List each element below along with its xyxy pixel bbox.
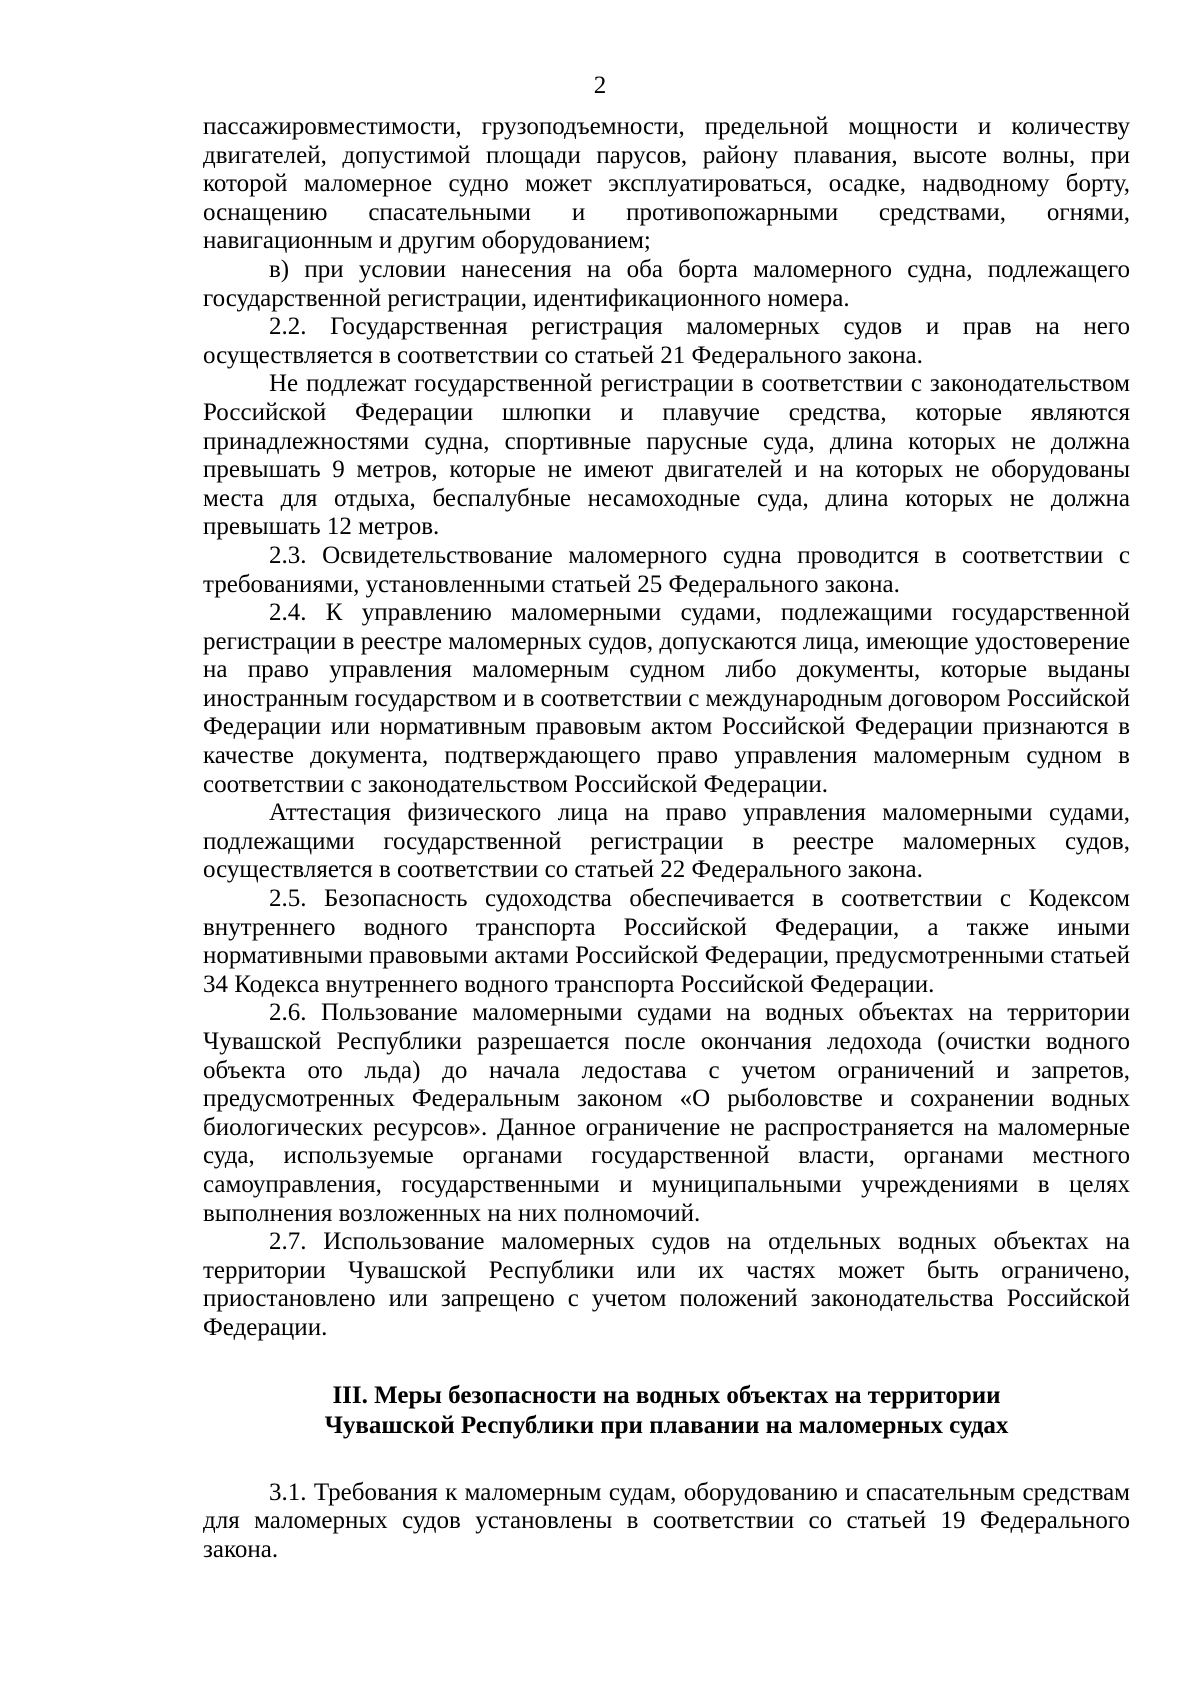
paragraph-3-1: 3.1. Требования к маломерным судам, оборудованию и спасательным средствам для маломерных судов установлены в соответствии со статьей 19 Федерального закона. [203, 1478, 1130, 1563]
section-heading-iii [203, 1381, 1130, 1441]
paragraph-2-4: 2.4. К управлению маломерными судами, подлежащими государственной регистрации в реестре маломерных судов, допускаются лица, имеющие удостоверение на право управления маломерным судном либо документы, которые выданы иностранным государством и в соответствии с международным договором Российской Федерации или нормативным правовым актом Российской Федерации признаются в качестве документа, подтверждающего право управления маломерным судном в соответствии с законодательством Российской Федерации. [203, 599, 1130, 798]
paragraph-2-7: 2.7. Использование маломерных судов на отдельных водных объектах на территории Чувашской Республики или их частях может быть ограничено, приостановлено или запрещено с учетом положений законодательства Российской Федерации. [203, 1228, 1130, 1341]
paragraph-continuation: пассажировместимости, грузоподъемности, предельной мощности и количеству двигателей, допустимой площади парусов, району плавания, высоте волны, при которой маломерное судно может эксплуатироваться, осадке, надводному борту, оснащению спасательными и противопожарными средствами, огнями, навигационным и другим оборудованием; [203, 113, 1130, 255]
document-body [203, 113, 1130, 1564]
paragraph-2-4-attestation: Аттестация физического лица на право управления маломерными судами, подлежащими государственной регистрации в реестре маломерных судов, осуществляется в соответствии со статьей 22 Федерального закона. [203, 799, 1130, 884]
section-heading-line-2: Чувашской Республики при плавании на маломерных судах [324, 1411, 1009, 1439]
paragraph-2-3: 2.3. Освидетельствование маломерного судна проводится в соответствии с требованиями, установленными статьей 25 Федерального закона. [203, 541, 1130, 598]
paragraph-2-2: 2.2. Государственная регистрация маломерных судов и прав на него осуществляется в соответствии со статьей 21 Федерального закона. [203, 313, 1130, 369]
page-number: 2 [593, 72, 607, 99]
paragraph-item-v: в) при условии нанесения на оба борта маломерного судна, подлежащего государственной регистрации, идентификационного номера. [203, 255, 1130, 312]
section-heading-line-1: III. Меры безопасности на водных объектах на территории [332, 1381, 1001, 1409]
paragraph-2-2-exceptions: Не подлежат государственной регистрации в соответствии с законодательством Российской Федерации шлюпки и плавучие средства, которые являются принадлежностями судна, спортивные парусные суда, длина которых не должна превышать 9 метров, которые не имеют двигателей и на которых не оборудованы места для отдыха, беспалубные несамоходные суда, длина которых не должна превышать 12 метров. [203, 370, 1130, 541]
paragraph-2-5: 2.5. Безопасность судоходства обеспечивается в соответствии с Кодексом внутреннего водного транспорта Российской Федерации, а также иными нормативными правовыми актами Российской Федерации, предусмотренными статьей 34 Кодекса внутреннего водного транспорта Российской Федерации. [203, 885, 1130, 998]
paragraph-2-6: 2.6. Пользование маломерными судами на водных объектах на территории Чувашской Республики разрешается после окончания ледохода (очистки водного объекта ото льда) до начала ледостава с учетом ограничений и запретов, предусмотренных Федеральным законом «О рыболовстве и сохранении водных биологических ресурсов». Данное ограничение не распространяется на маломерные суда, используемые органами государственной власти, органами местного самоуправления, государственными и муниципальными учреждениями в целях выполнения возложенных на них полномочий. [203, 999, 1130, 1227]
